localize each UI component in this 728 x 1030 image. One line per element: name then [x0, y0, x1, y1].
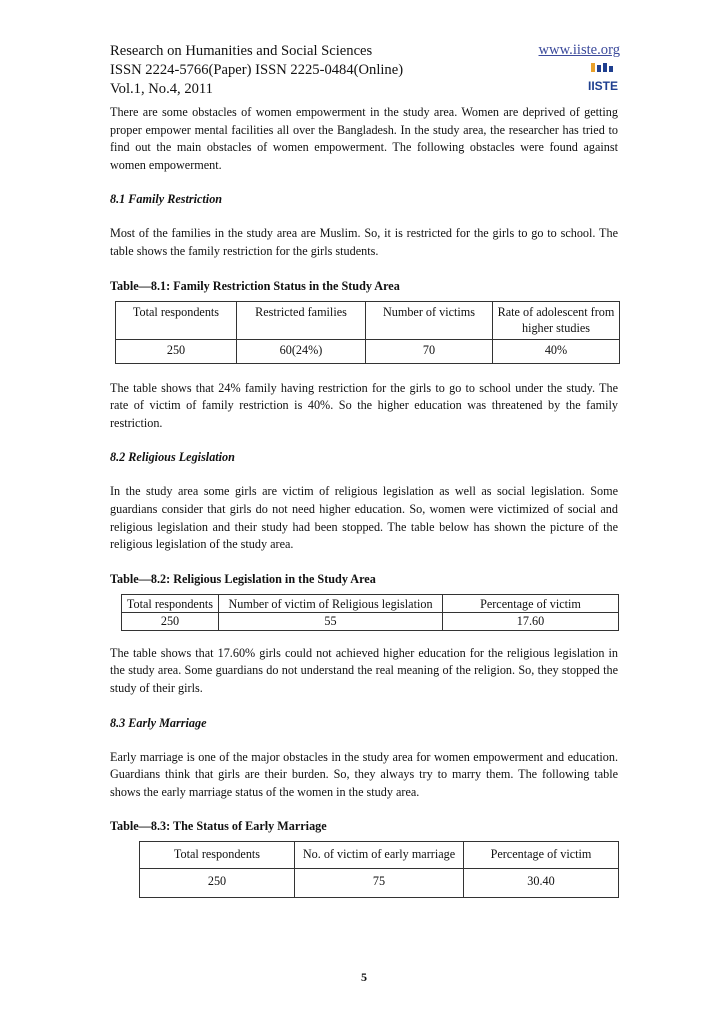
table-8-3-caption: Table—8.3: The Status of Early Marriage — [110, 819, 327, 834]
section-8-3-text: Early marriage is one of the major obstacles in the study area for women empowerment and education. Guardians think that girls are their burden. So, they always try to marry them. The following table shows the early marriage status of the women in the study area. — [110, 749, 618, 799]
table-8-2-caption: Table—8.2: Religious Legislation in the Study Area — [110, 571, 376, 586]
table-cell: 17.60 — [443, 613, 619, 631]
table-row — [140, 869, 619, 898]
table-8-1 — [115, 301, 620, 364]
section-8-2-text: In the study area some girls are victim of religious legislation as well as social legislation. Some guardians consider that girls do not need higher education. So, women were victimized of social and religious legislation and their study had been stopped. The table below has shown the picture of the religious legislation of the study area. — [110, 484, 618, 552]
table-header-cell: Number of victim of Religious legislation — [219, 594, 443, 613]
table-header-cell: Percentage of victim — [443, 594, 619, 613]
table-header-cell: Rate of adolescent from higher studies — [493, 301, 620, 339]
main-content — [110, 104, 618, 898]
logo-wordmark: IISTE — [588, 79, 618, 93]
page-number: 5 — [361, 970, 367, 984]
table-cell: 70 — [366, 339, 493, 363]
table-cell: 75 — [295, 869, 464, 898]
table-8-2 — [121, 594, 619, 631]
volume-line: Vol.1, No.4, 2011 — [110, 81, 213, 97]
table-8-3 — [139, 841, 619, 898]
table-cell: 55 — [219, 613, 443, 631]
table-header-row — [116, 301, 620, 339]
journal-title: Research on Humanities and Social Sciences — [110, 43, 373, 59]
table-header-cell: Total respondents — [122, 594, 219, 613]
page-header — [110, 0, 620, 100]
intro-paragraph: There are some obstacles of women empowerment in the study area. Women are deprived of getting proper empower mental facilities all over the Bangladesh. In the study area, the researcher has tried to find out the main obstacles of women empowerment. The following obstacles were found against women empowerment. — [110, 105, 618, 172]
section-heading-8-3: 8.3 Early Marriage — [110, 715, 207, 730]
table-cell: 250 — [140, 869, 295, 898]
table-header-cell: Percentage of victim — [464, 842, 619, 869]
table-header-cell: Restricted families — [237, 301, 366, 339]
table-header-cell: Number of victims — [366, 301, 493, 339]
journal-url[interactable]: www.iiste.org — [538, 42, 620, 58]
section-8-1-after: The table shows that 24% family having restriction for the girls to go to school under the study. The rate of victim of family restriction is 40%. So the higher education was threatened by the family restriction. — [110, 380, 618, 430]
section-8-1-text: Most of the families in the study area are Muslim. So, it is restricted for the girls to go to school. The table shows the family restriction for the girls students. — [110, 226, 618, 258]
table-cell: 60(24%) — [237, 339, 366, 363]
section-8-2-after: The table shows that 17.60% girls could not achieved higher education for the religious legislation in the study area. Some guardians do not understand the real meaning of the religion. So, they stopped the study of their girls. — [110, 645, 618, 695]
table-header-cell: No. of victim of early marriage — [295, 842, 464, 869]
table-cell: 40% — [493, 339, 620, 363]
table-cell: 30.40 — [464, 869, 619, 898]
table-8-1-caption: Table—8.1: Family Restriction Status in the Study Area — [110, 278, 400, 293]
table-row — [116, 339, 620, 363]
table-header-row — [140, 842, 619, 869]
table-header-cell: Total respondents — [140, 842, 295, 869]
issn-line: ISSN 2224-5766(Paper) ISSN 2225-0484(Online) — [110, 62, 404, 78]
table-header-row — [122, 594, 619, 613]
iiste-logo — [588, 63, 618, 95]
table-header-cell: Total respondents — [116, 301, 237, 339]
section-heading-8-1: 8.1 Family Restriction — [110, 192, 223, 207]
table-row — [122, 613, 619, 631]
section-heading-8-2: 8.2 Religious Legislation — [110, 450, 235, 465]
table-cell: 250 — [116, 339, 237, 363]
table-cell: 250 — [122, 613, 219, 631]
